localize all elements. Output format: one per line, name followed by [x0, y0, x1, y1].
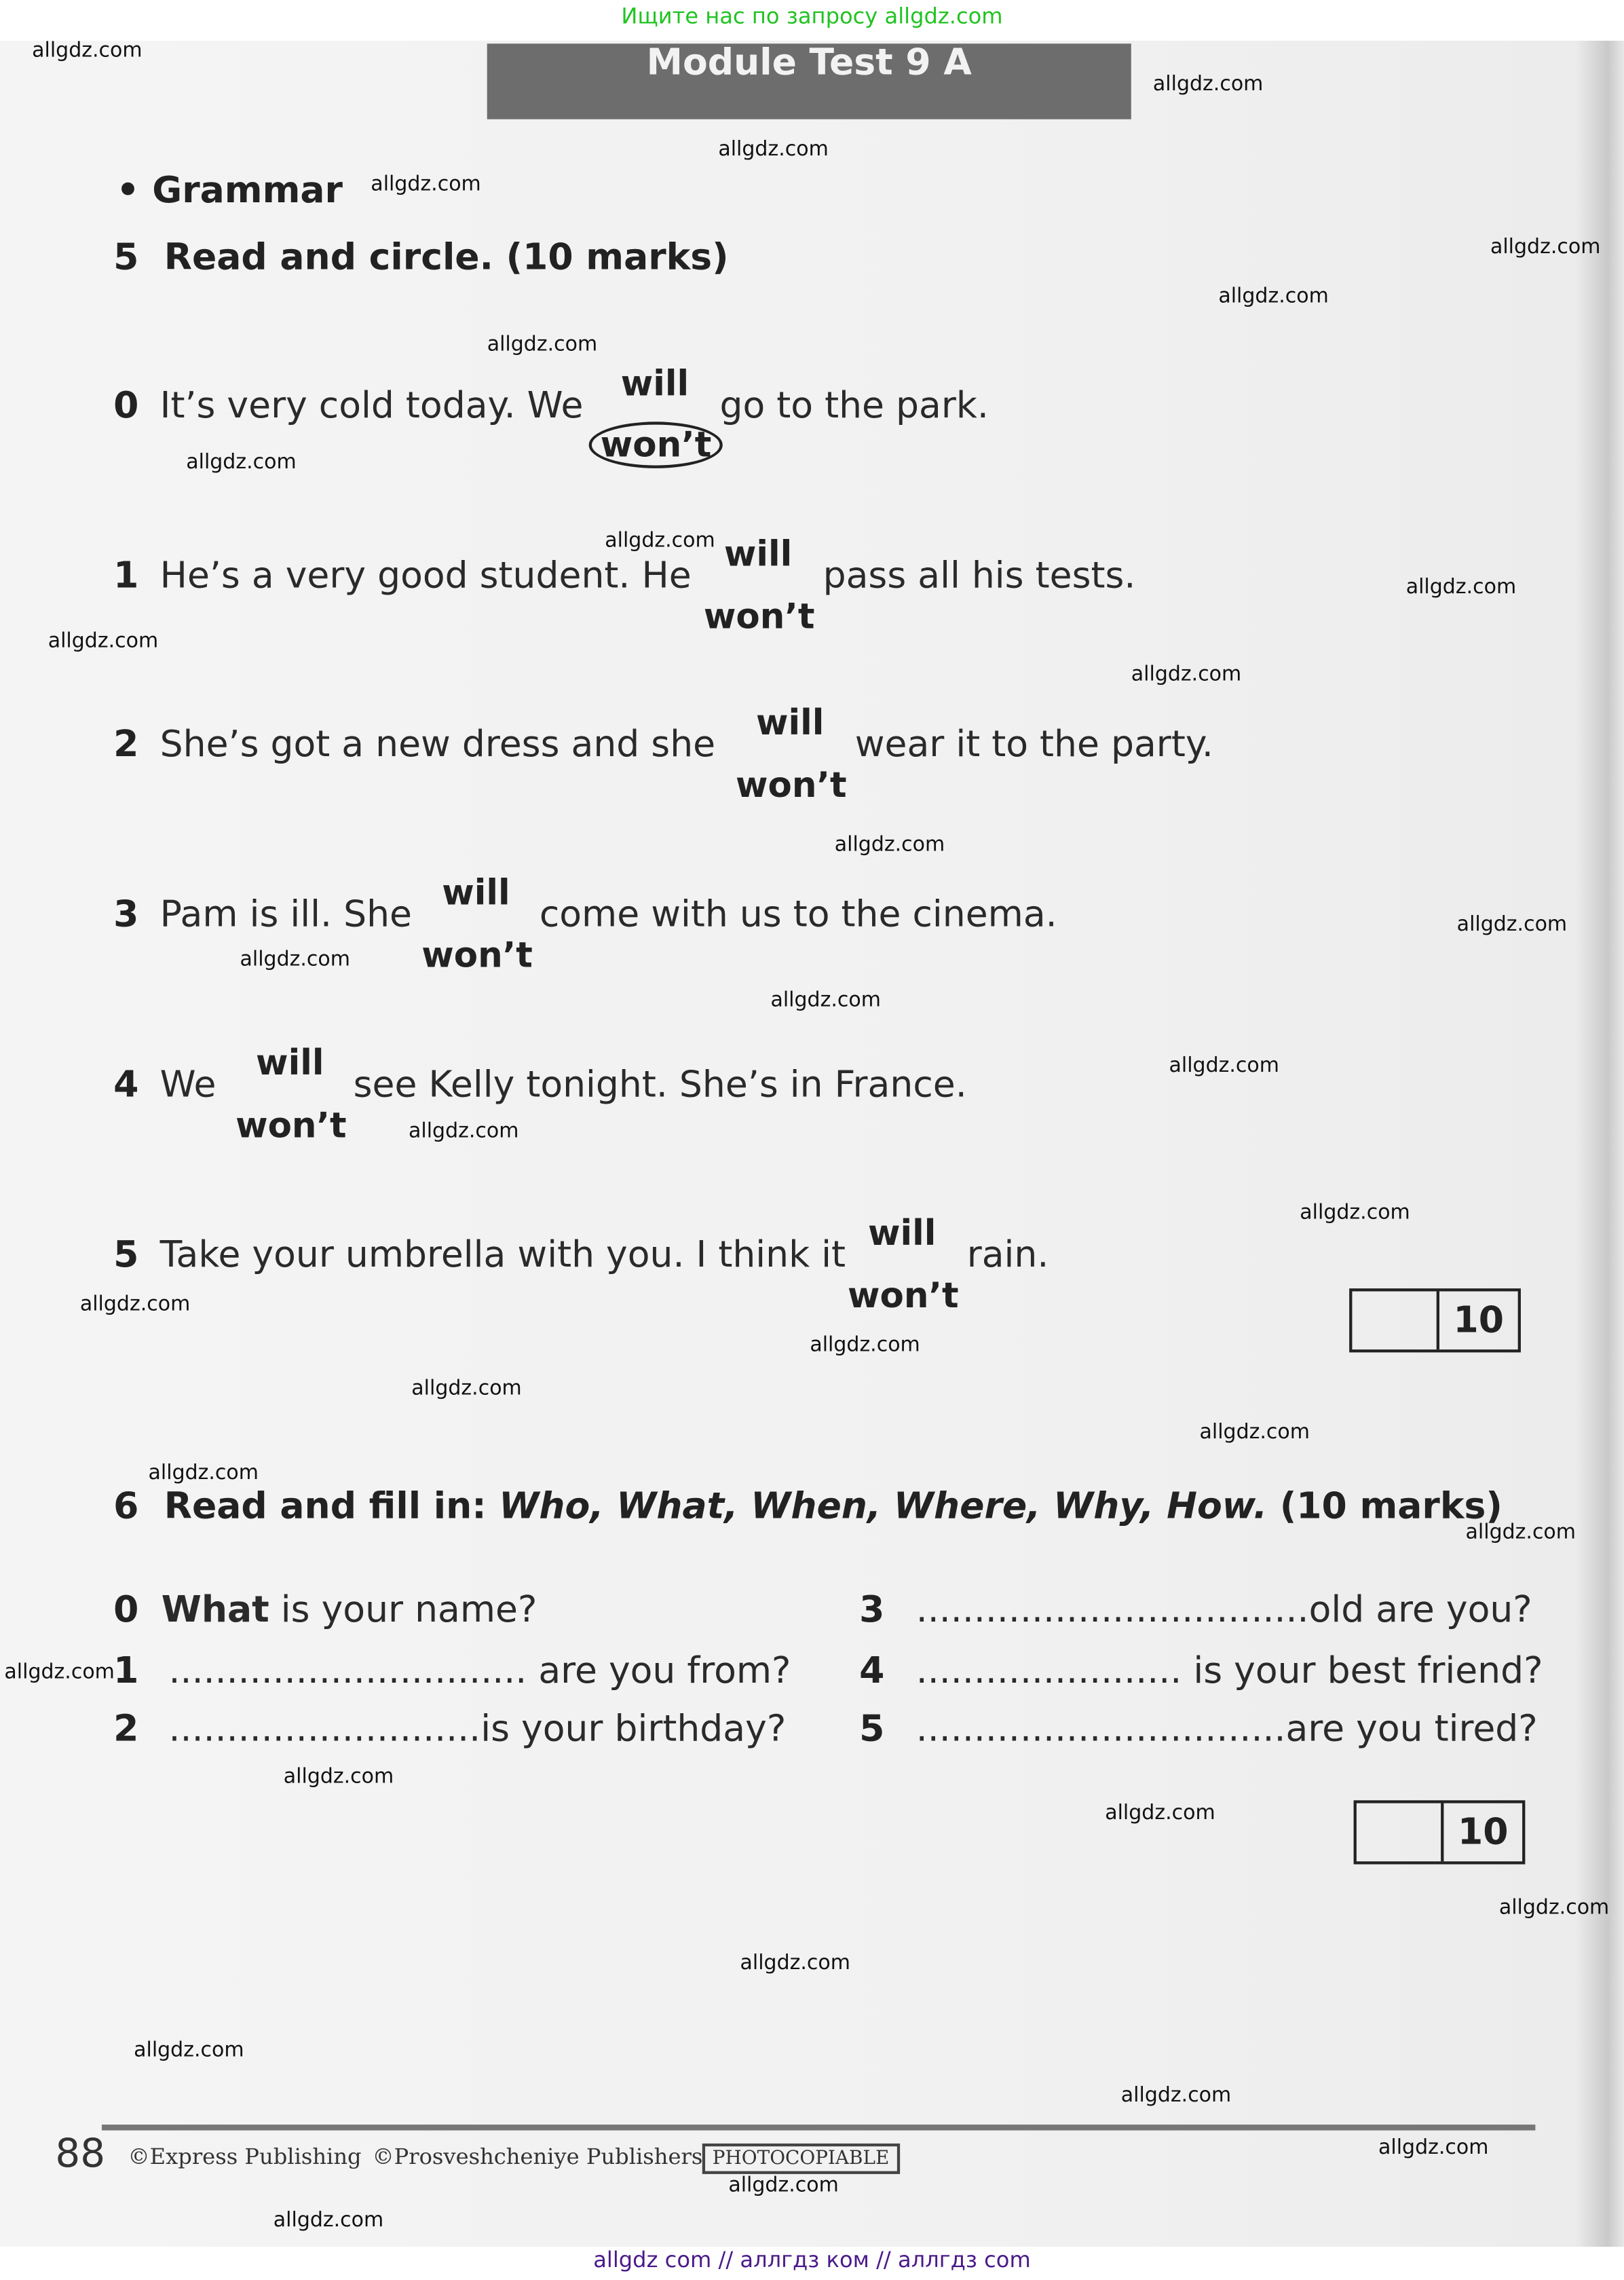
option-wont-circled[interactable]: won’t [589, 422, 723, 468]
watermark: allgdz.com [487, 333, 598, 356]
section-grammar: • Grammar [116, 168, 343, 211]
item-number: 1 [113, 554, 139, 597]
option-wont[interactable]: won’t [848, 1275, 959, 1316]
fill-item[interactable]: ..................................old are you? [915, 1588, 1532, 1630]
watermark: allgdz.com [834, 833, 945, 857]
watermark: allgdz.com [186, 451, 297, 474]
item-number: 3 [859, 1588, 885, 1630]
option-wont[interactable]: won’t [235, 1105, 347, 1146]
page-title: Module Test 9 A [646, 40, 972, 83]
watermark: allgdz.com [134, 2038, 244, 2062]
watermark: allgdz.com [1131, 662, 1242, 687]
sentence-start: We [159, 1063, 216, 1106]
watermark: allgdz.com [148, 1461, 259, 1485]
fill-item[interactable]: ...........................is your birthday? [168, 1707, 787, 1750]
item-number: 2 [113, 1707, 139, 1750]
item-number: 3 [113, 893, 139, 935]
option-wont[interactable]: won’t [736, 764, 847, 806]
watermark: allgdz.com [1498, 1896, 1610, 1920]
watermark: allgdz.com [409, 1119, 519, 1143]
watermark: allgdz.com [1120, 2084, 1232, 2108]
watermark: allgdz.com [273, 2209, 384, 2232]
watermark: allgdz.com [740, 1951, 850, 1975]
option-will[interactable]: will [442, 872, 510, 914]
watermark: allgdz.com [1378, 2136, 1489, 2160]
page-number: 88 [55, 2131, 106, 2178]
watermark: allgdz.com [1456, 913, 1568, 937]
copyright-prosveshcheniye: ©Prosveshcheniye Publishers [372, 2143, 703, 2170]
watermark: allgdz.com [605, 529, 715, 553]
copyright-express: ©Express Publishing [128, 2143, 362, 2170]
score-box [1354, 1800, 1526, 1864]
watermark: allgdz.com [411, 1377, 522, 1401]
footer-divider [102, 2125, 1535, 2131]
sentence-start: Pam is ill. She [159, 893, 413, 935]
exercise-5-heading [113, 236, 729, 278]
watermark: allgdz.com [48, 629, 159, 653]
watermark: allgdz.com [1405, 576, 1517, 599]
sentence-end: go to the park. [719, 384, 989, 426]
option-will[interactable]: will [756, 702, 825, 743]
sentence-end: see Kelly tonight. She’s in France. [353, 1063, 967, 1106]
item-number: 5 [113, 1233, 139, 1275]
option-wont[interactable]: won’t [421, 935, 533, 976]
score-field[interactable] [1352, 1291, 1439, 1349]
item-number: 4 [859, 1649, 885, 1692]
section-label: Grammar [152, 168, 343, 211]
sentence-end: rain. [966, 1233, 1049, 1275]
exercise-6-heading [113, 1484, 1503, 1527]
option-will[interactable]: will [723, 534, 793, 575]
question-words: Who, What, When, Where, Why, How. [499, 1484, 1268, 1527]
watermark: allgdz.com [1218, 284, 1329, 309]
option-will[interactable]: will [868, 1212, 937, 1254]
example-answer: What [161, 1588, 269, 1630]
photocopiable-badge: PHOTOCOPIABLE [702, 2144, 900, 2174]
exercise-title: Read and fill in: [164, 1484, 499, 1527]
watermark: allgdz.com [1490, 236, 1601, 259]
option-will[interactable]: will [256, 1043, 324, 1084]
max-score: 10 [1457, 1810, 1509, 1853]
item-number: 1 [113, 1649, 139, 1692]
watermark: allgdz.com [371, 172, 481, 197]
watermark: allgdz.com [79, 1292, 191, 1316]
sentence-end: come with us to the cinema. [539, 893, 1057, 935]
sentence-start: Take your umbrella with you. I think it [159, 1233, 846, 1275]
exercise-title: Read and circle. (10 marks) [164, 236, 729, 278]
watermark: allgdz.com [1105, 1801, 1215, 1825]
sentence-start: He’s a very good student. He [159, 554, 692, 597]
watermark: allgdz.com [1465, 1520, 1576, 1545]
sentence-start: It’s very cold today. We [159, 384, 584, 426]
exercise-number: 6 [113, 1484, 139, 1527]
watermark: allgdz.com [32, 39, 143, 63]
item-number: 4 [113, 1063, 139, 1106]
watermark: allgdz.com [770, 988, 881, 1013]
max-score: 10 [1453, 1298, 1505, 1341]
option-will[interactable]: will [620, 363, 690, 405]
watermark: allgdz.com [1199, 1421, 1310, 1444]
item-number: 2 [113, 722, 139, 765]
search-hint: Ищите нас по запросу allgdz.com [621, 3, 1003, 29]
watermark: allgdz.com [283, 1765, 394, 1789]
bottom-links[interactable]: allgdz com // аллгдз ком // аллгдз com [593, 2247, 1031, 2273]
watermark: allgdz.com [1300, 1201, 1410, 1225]
exercise-marks: (10 marks) [1267, 1484, 1503, 1527]
score-box [1349, 1288, 1521, 1352]
sentence-end: wear it to the party. [854, 722, 1213, 765]
option-wont[interactable]: won’t [703, 596, 815, 637]
fill-item[interactable]: ................................are you tired? [915, 1707, 1538, 1750]
watermark: allgdz.com [1152, 73, 1264, 96]
watermark: allgdz.com [718, 138, 829, 162]
item-number: 0 [113, 384, 139, 426]
exercise-number: 5 [113, 236, 139, 278]
watermark: allgdz.com [4, 1660, 115, 1684]
fill-item[interactable]: ............................... are you from? [168, 1649, 791, 1692]
fill-text: is your name? [269, 1588, 537, 1630]
watermark: allgdz.com [810, 1333, 920, 1357]
sentence-start: She’s got a new dress and she [159, 722, 716, 765]
item-number: 5 [859, 1707, 885, 1750]
sentence-end: pass all his tests. [823, 554, 1136, 597]
score-field[interactable] [1357, 1804, 1444, 1862]
fill-item [162, 1588, 537, 1630]
watermark: allgdz.com [1169, 1054, 1279, 1078]
item-number: 0 [113, 1588, 139, 1630]
watermark: allgdz.com [728, 2173, 839, 2198]
fill-item[interactable]: ....................... is your best friend? [915, 1649, 1543, 1692]
watermark: allgdz.com [240, 948, 350, 972]
